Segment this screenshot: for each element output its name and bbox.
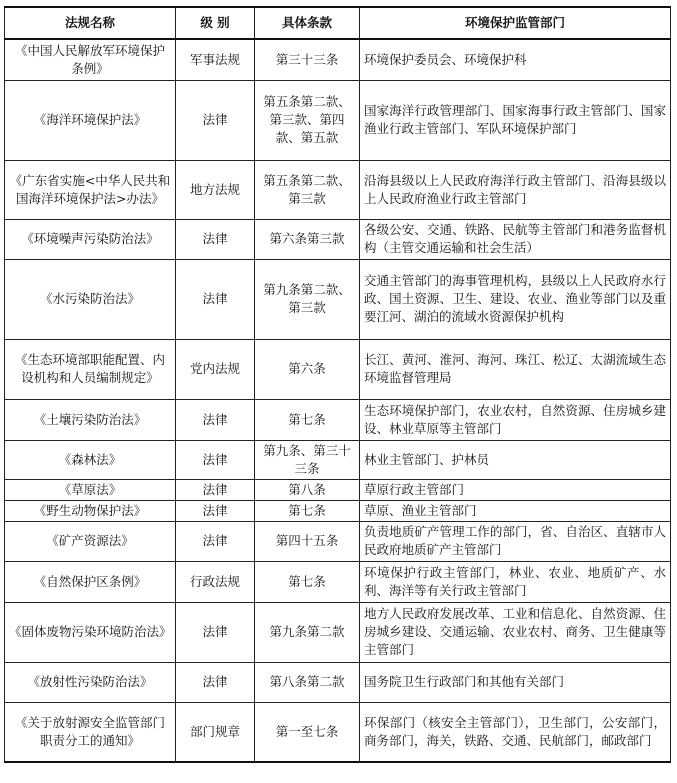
level-cell: 地方法规 bbox=[176, 160, 255, 219]
law-name-cell: 《森林法》 bbox=[5, 440, 176, 479]
law-name-cell: 《土壤污染防治法》 bbox=[5, 399, 176, 440]
law-name-cell: 《固体废物污染环境防治法》 bbox=[5, 602, 176, 662]
table-header-row bbox=[5, 7, 671, 39]
clause-cell: 第六条 bbox=[255, 339, 360, 399]
table-row bbox=[5, 160, 671, 219]
clause-cell: 第一至七条 bbox=[255, 702, 360, 762]
level-cell: 行政法规 bbox=[176, 561, 255, 602]
table-row bbox=[5, 219, 671, 259]
header-department: 环境保护监管部门 bbox=[360, 7, 671, 39]
level-cell: 法律 bbox=[176, 80, 255, 160]
level-cell: 法律 bbox=[176, 662, 255, 702]
level-cell: 法律 bbox=[176, 440, 255, 479]
department-cell: 环境保护委员会、环境保护科 bbox=[360, 39, 671, 80]
table-row bbox=[5, 440, 671, 479]
level-cell: 法律 bbox=[176, 521, 255, 561]
department-cell: 交通主管部门的海事管理机构，县级以上人民政府水行政、国土资源、卫生、建设、农业、渔业等部门以及重要江河、湖泊的流域水资源保护机构 bbox=[360, 259, 671, 339]
clause-cell: 第三十三条 bbox=[255, 39, 360, 80]
clause-cell: 第四十五条 bbox=[255, 521, 360, 561]
department-cell: 生态环境保护部门，农业农村，自然资源、住房城乡建设、林业草原等主管部门 bbox=[360, 399, 671, 440]
department-cell: 草原行政主管部门 bbox=[360, 479, 671, 500]
clause-cell: 第六条第三款 bbox=[255, 219, 360, 259]
header-clause: 具体条款 bbox=[255, 7, 360, 39]
law-name-cell: 《广东省实施<中华人民共和国海洋环境保护法>办法》 bbox=[5, 160, 176, 219]
table-row bbox=[5, 521, 671, 561]
level-cell: 法律 bbox=[176, 399, 255, 440]
regulation-table bbox=[4, 6, 671, 763]
level-cell: 党内法规 bbox=[176, 339, 255, 399]
header-level: 级 别 bbox=[176, 7, 255, 39]
table-row bbox=[5, 561, 671, 602]
table-row bbox=[5, 500, 671, 521]
department-cell: 各级公安、交通、铁路、民航等主管部门和港务监督机构（主管交通运输和社会生活） bbox=[360, 219, 671, 259]
table-row bbox=[5, 702, 671, 762]
law-name-cell: 《生态环境部职能配置、内设机构和人员编制规定》 bbox=[5, 339, 176, 399]
clause-cell: 第七条 bbox=[255, 399, 360, 440]
level-cell: 法律 bbox=[176, 602, 255, 662]
department-cell: 国务院卫生行政部门和其他有关部门 bbox=[360, 662, 671, 702]
level-cell: 法律 bbox=[176, 500, 255, 521]
department-cell: 环保部门（核安全主管部门），卫生部门，公安部门，商务部门，海关，铁路、交通、民航部门，邮政部门 bbox=[360, 702, 671, 762]
law-name-cell: 《自然保护区条例》 bbox=[5, 561, 176, 602]
law-name-cell: 《水污染防治法》 bbox=[5, 259, 176, 339]
clause-cell: 第七条 bbox=[255, 500, 360, 521]
clause-cell: 第九条第二款、第三款 bbox=[255, 259, 360, 339]
department-cell: 负责地质矿产管理工作的部门，省、自治区、直辖市人民政府地质矿产主管部门 bbox=[360, 521, 671, 561]
law-name-cell: 《矿产资源法》 bbox=[5, 521, 176, 561]
clause-cell: 第五条第二款、第三款 bbox=[255, 160, 360, 219]
header-law-name: 法规名称 bbox=[5, 7, 176, 39]
law-name-cell: 《海洋环境保护法》 bbox=[5, 80, 176, 160]
law-name-cell: 《环境噪声污染防治法》 bbox=[5, 219, 176, 259]
clause-cell: 第九条第二款 bbox=[255, 602, 360, 662]
department-cell: 林业主管部门、护林员 bbox=[360, 440, 671, 479]
table-row bbox=[5, 602, 671, 662]
table-row bbox=[5, 259, 671, 339]
department-cell: 草原、渔业主管部门 bbox=[360, 500, 671, 521]
clause-cell: 第七条 bbox=[255, 561, 360, 602]
level-cell: 法律 bbox=[176, 219, 255, 259]
law-name-cell: 《中国人民解放军环境保护条例》 bbox=[5, 39, 176, 80]
department-cell: 环境保护行政主管部门，林业、农业、地质矿产、水利、海洋等有关行政主管部门 bbox=[360, 561, 671, 602]
clause-cell: 第八条第二款 bbox=[255, 662, 360, 702]
table-row bbox=[5, 662, 671, 702]
department-cell: 长江、黄河、淮河、海河、珠江、松辽、太湖流域生态环境监督管理局 bbox=[360, 339, 671, 399]
table-row bbox=[5, 339, 671, 399]
department-cell: 国家海洋行政管理部门、国家海事行政主管部门、国家渔业行政主管部门、军队环境保护部门 bbox=[360, 80, 671, 160]
regulation-table-container bbox=[4, 6, 670, 763]
clause-cell: 第八条 bbox=[255, 479, 360, 500]
law-name-cell: 《关于放射源安全监管部门职责分工的通知》 bbox=[5, 702, 176, 762]
law-name-cell: 《放射性污染防治法》 bbox=[5, 662, 176, 702]
level-cell: 法律 bbox=[176, 479, 255, 500]
clause-cell: 第五条第二款、第三款、第四款、第五款 bbox=[255, 80, 360, 160]
table-row bbox=[5, 80, 671, 160]
department-cell: 沿海县级以上人民政府海洋行政主管部门、沿海县级以上人民政府渔业行政主管部门 bbox=[360, 160, 671, 219]
department-cell: 地方人民政府发展改革、工业和信息化、自然资源、住房城乡建设、交通运输、农业农村、商务、卫生健康等主管部门 bbox=[360, 602, 671, 662]
clause-cell: 第九条、第三十三条 bbox=[255, 440, 360, 479]
table-row bbox=[5, 479, 671, 500]
law-name-cell: 《草原法》 bbox=[5, 479, 176, 500]
level-cell: 军事法规 bbox=[176, 39, 255, 80]
level-cell: 法律 bbox=[176, 259, 255, 339]
table-row bbox=[5, 399, 671, 440]
level-cell: 部门规章 bbox=[176, 702, 255, 762]
law-name-cell: 《野生动物保护法》 bbox=[5, 500, 176, 521]
table-row bbox=[5, 39, 671, 80]
